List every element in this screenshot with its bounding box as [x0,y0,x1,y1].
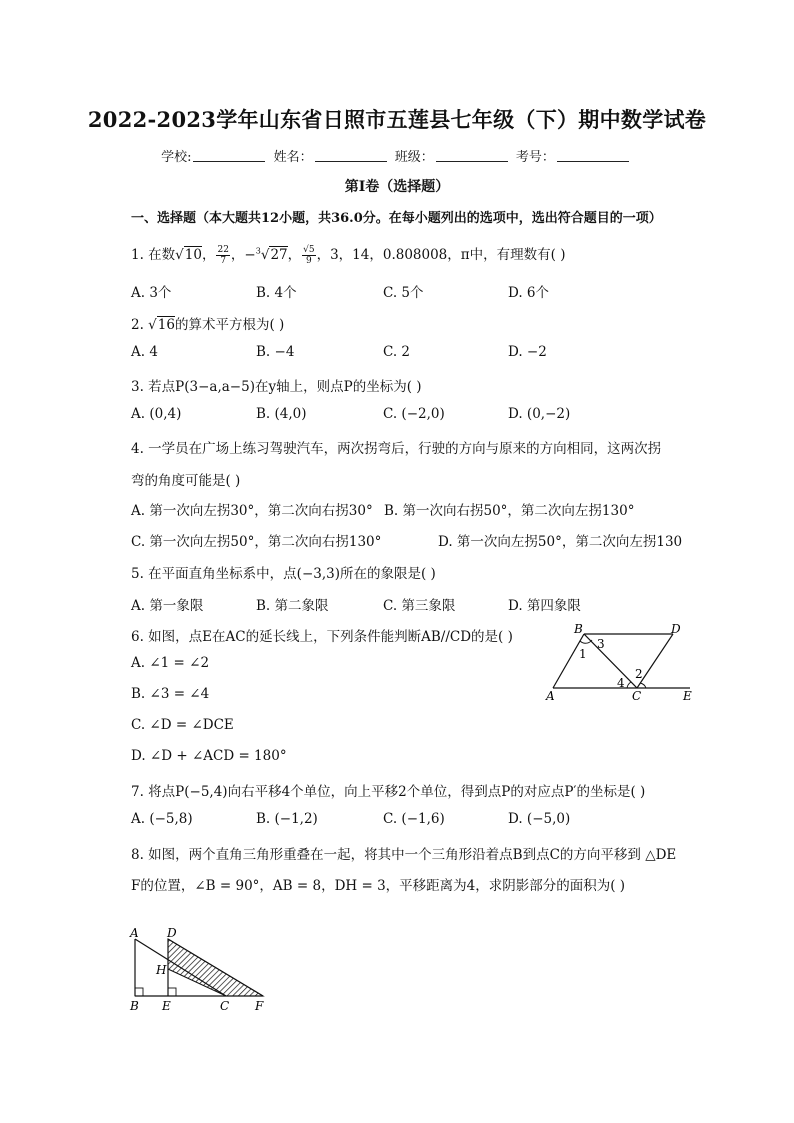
q3-option-b[interactable]: B. (4,0) [256,406,307,422]
school-blank[interactable] [193,149,265,162]
class-label: 班级： [394,150,434,165]
label-angle-2: 2 [635,667,643,681]
question-3-stem: 3. 若点P(3−a,a−5)在y轴上，则点P的坐标为( ) [131,379,422,395]
exam-no-label: 考号： [515,150,555,165]
label-f: F [255,999,264,1013]
q7-option-c[interactable]: C. (−1,6) [383,811,445,827]
right-angle-e [168,988,176,996]
line-bc [584,634,637,688]
label-angle-4: 4 [617,676,625,690]
question-8-stem-line2: F的位置，∠B = 90°，AB = 8，DH = 3，平移距离为4，求阴影部分的面积为( ) [131,878,626,894]
q4-option-a[interactable]: A. 第一次向左拐30°，第二次向右拐30° [131,503,373,519]
q4-option-b[interactable]: B. 第一次向右拐50°，第二次向左拐130° [384,503,635,519]
q2-number: 2. [131,317,149,333]
q3-option-a[interactable]: A. (0,4) [131,406,182,422]
question-6-stem: 6. 如图，点E在AC的延长线上，下列条件能判断AB//CD的是( ) [131,629,513,645]
sqrt-sign: √ [148,317,157,333]
q2-option-c[interactable]: C. 2 [383,344,411,360]
label-a: A [546,689,555,703]
q1-fraction-1: $\frac{22}{7}$ [217,245,229,266]
question-4-stem-line2: 弯的角度可能是( ) [131,473,241,489]
q6-option-a[interactable]: A. ∠1 = ∠2 [131,655,210,671]
school-label: 学校: [161,150,192,165]
label-angle-1: 1 [579,647,587,661]
label-a: A [130,926,139,940]
q6-option-b[interactable]: B. ∠3 = ∠4 [131,686,210,702]
q5-option-b[interactable]: B. 第二象限 [256,598,329,614]
q5-option-d[interactable]: D. 第四象限 [508,598,581,614]
q1-option-b[interactable]: B. 4个 [256,285,297,301]
q5-option-c[interactable]: C. 第三象限 [383,598,456,614]
class-blank[interactable] [436,149,508,162]
student-info-line [0,146,794,165]
angle-arc-c-right [640,683,646,688]
label-b: B [574,622,583,636]
q1-cube-index: 3 [255,246,261,256]
q1-radicand-2: 27 [270,247,288,263]
question-7-stem: 7. 将点P(−5,4)向右平移4个单位，向上平移2个单位，得到点P的对应点P′的坐标是( ) [131,784,646,800]
right-angle-b [135,988,143,996]
q2-radicand: 16 [157,317,175,333]
sqrt-sign: √ [175,247,184,263]
angle-arc-c-left [627,682,631,688]
question-8-stem-line1: 8. 如图，两个直角三角形重叠在一起，将其中一个三角形沿着点B到点C的方向平移到 △DE [131,847,677,863]
question-1-stem [131,243,565,266]
q2-text: 的算术平方根为( ) [174,317,285,333]
q3-option-d[interactable]: D. (0,−2) [508,406,571,422]
q2-option-b[interactable]: B. −4 [256,344,295,360]
name-label: 姓名： [273,150,313,165]
exam-no-blank[interactable] [557,149,629,162]
name-blank[interactable] [315,149,387,162]
q7-option-a[interactable]: A. (−5,8) [131,811,193,827]
q1-fraction-2: $\frac{√5}{9}$ [303,245,315,266]
q2-option-d[interactable]: D. −2 [508,344,547,360]
question-4-stem-line1: 4. 一学员在广场上练习驾驶汽车，两次拐弯后，行驶的方向与原来的方向相同，这两次拐 [131,441,662,457]
q1-option-d[interactable]: D. 6个 [508,285,550,301]
line-ab [553,634,584,688]
question-5-stem: 5. 在平面直角坐标系中，点(−3,3)所在的象限是( ) [131,566,436,582]
label-d: D [167,926,177,940]
question-2-stem [131,313,284,333]
q7-option-b[interactable]: B. (−1,2) [256,811,318,827]
q3-option-c[interactable]: C. (−2,0) [383,406,445,422]
label-h: H [156,963,167,977]
label-angle-3: 3 [597,637,605,651]
q4-option-d[interactable]: D. 第一次向左拐50°，第二次向左拐130 [438,534,683,550]
q6-figure-parallelogram [540,620,700,710]
label-e: E [162,999,171,1013]
sqrt-sign: √ [260,247,270,263]
part-heading: 一、选择题（本大题共12小题，共36.0分。在每小题列出的选项中，选出符合题目的一项） [131,211,662,226]
q1-text: 1. 在数 [131,247,176,263]
q1-text: ，3，14，0.808008，π中，有理数有( ) [316,247,566,263]
label-d: D [671,622,681,636]
q1-option-a[interactable]: A. 3个 [131,285,172,301]
q1-text: ， [201,247,216,263]
section-title: 第Ⅰ卷（选择题） [344,179,450,195]
label-e: E [683,689,692,703]
q5-option-a[interactable]: A. 第一象限 [131,598,204,614]
q4-option-c[interactable]: C. 第一次向左拐50°，第二次向右拐130° [131,534,382,550]
label-c: C [220,999,230,1013]
q7-option-d[interactable]: D. (−5,0) [508,811,571,827]
q6-option-c[interactable]: C. ∠D = ∠DCE [131,717,234,733]
q1-text: ，− [230,247,256,263]
q1-option-c[interactable]: C. 5个 [383,285,424,301]
q1-radicand-1: 10 [184,247,202,263]
q2-option-a[interactable]: A. 4 [131,344,158,360]
q1-text: ， [287,247,302,263]
label-c: C [632,689,642,703]
label-b: B [130,999,139,1013]
exam-title: 2022-2023学年山东省日照市五莲县七年级（下）期中数学试卷 [87,107,707,132]
q8-figure-triangles [122,925,282,1015]
q6-option-d[interactable]: D. ∠D + ∠ACD = 180° [131,748,287,764]
